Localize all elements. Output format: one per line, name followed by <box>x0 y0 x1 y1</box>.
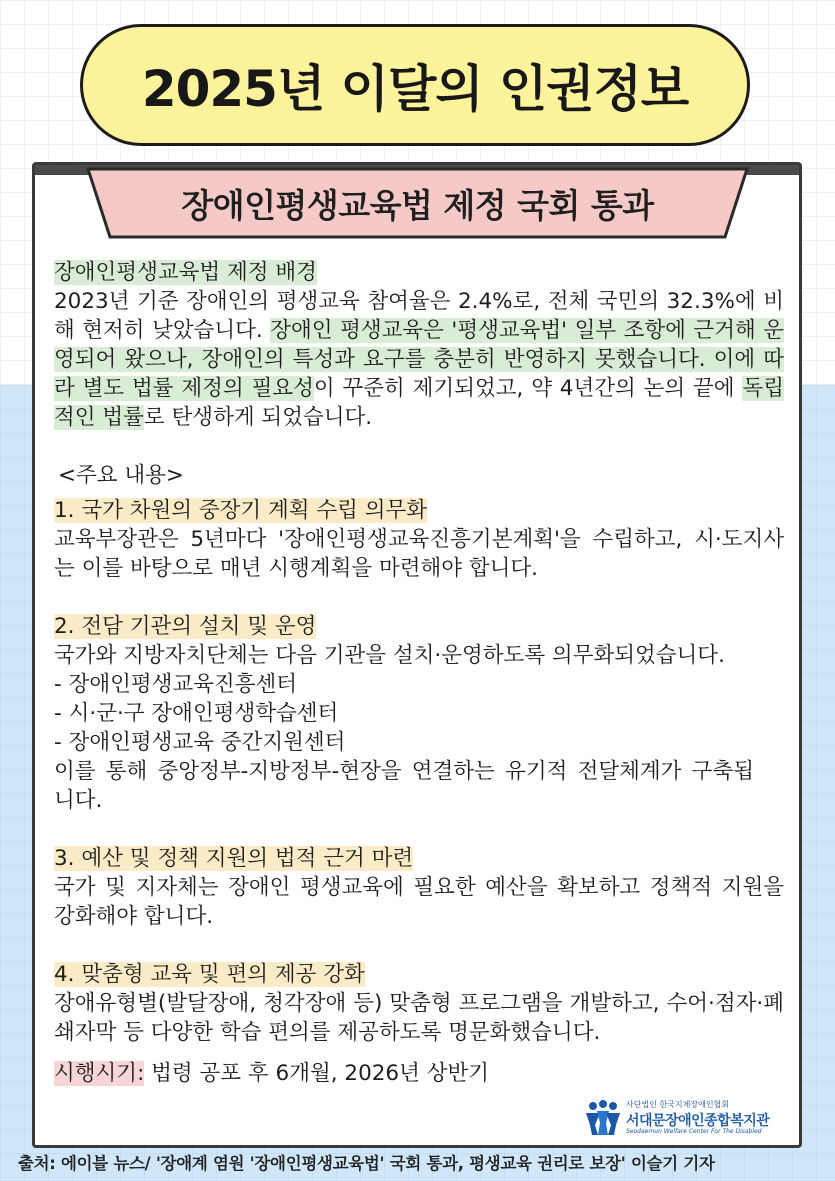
article-body <box>54 258 784 1088</box>
section-2-item-3: - 장애인평생교육 중간지원센터 <box>54 730 346 755</box>
section-2 <box>54 612 784 815</box>
effective-date-value: 법령 공포 후 6개월, 2026년 상반기 <box>144 1061 490 1086</box>
section-3-text: 국가 및 지자체는 장애인 평생교육에 필요한 예산을 확보하고 정책적 지원을 강화해야 합니다. <box>54 875 784 929</box>
logo-english-name: Seodaemun Welfare Center For The Disabled <box>626 1128 762 1135</box>
background-text-1: 2023년 기준 장애인의 평생교육 참여율은 2.4%로, 전체 국민의 32.3%에 비해 현저히 낮았습니다. <box>54 289 784 343</box>
logo-affiliation: 사단법인 한국지체장애인협회 <box>626 1100 730 1109</box>
section-2-text: 국가와 지방자치단체는 다음 기관을 설치·운영하도록 의무화되었습니다. <box>54 643 725 668</box>
page-title: 2025년 이달의 인권정보 <box>141 60 689 118</box>
section-2-item-1: - 장애인평생교육진흥센터 <box>54 672 298 697</box>
logo-name: 서대문장애인종합복지관 <box>626 1113 770 1129</box>
people-icon <box>584 1099 622 1137</box>
background-text-5: 로 탄생하게 되었습니다. <box>143 405 373 430</box>
source-citation: 출처: 에이블 뉴스/ '장애계 염원 '장애인평생교육법' 국회 통과, 평생교육 권리로 보장' 이슬기 기자 <box>18 1154 715 1173</box>
background-paragraph <box>54 287 784 432</box>
background-text-3: 이 꾸준히 제기되었고, 약 4년간의 논의 끝에 <box>313 376 743 401</box>
section-4-text: 장애유형별(발달장애, 청각장애 등) 맞춤형 프로그램을 개발하고, 수어·점자·폐쇄자막 등 다양한 학습 편의를 제공하도록 명문화했습니다. <box>54 991 784 1045</box>
organization-logo <box>584 1097 794 1139</box>
background-heading: 장애인평생교육법 제정 배경 <box>54 260 317 285</box>
section-1-text: 교육부장관은 5년마다 '장애인평생교육진흥기본계획'을 수립하고, 시·도지사는 이를 바탕으로 매년 시행계획을 마련해야 합니다. <box>54 527 784 581</box>
section-4 <box>54 960 784 1047</box>
effective-date-label: 시행시기: <box>54 1061 145 1086</box>
section-1 <box>54 496 784 583</box>
section-2-conclusion: 이를 통해 중앙정부-지방정부-현장을 연결하는 유기적 전달체계가 구축됩니다. <box>54 759 754 813</box>
background-text-4: 독립적인 법률 <box>54 376 784 430</box>
background-text-2: 장애인 평생교육은 '평생교육법' 일부 조항에 근거해 운영되어 왔으나, 장애인의 특성과 요구를 충분히 반영하지 못했습니다. 이에 따라 별도 법률 제정의 필요성 <box>54 318 785 401</box>
section-3 <box>54 844 784 931</box>
subtitle-ribbon <box>85 166 750 240</box>
section-4-heading: 4. 맞춤형 교육 및 편의 제공 강화 <box>54 962 365 987</box>
page-subtitle: 장애인평생교육법 제정 국회 통과 <box>181 185 654 225</box>
section-3-heading: 3. 예산 및 정책 지원의 법적 근거 마련 <box>54 846 414 871</box>
section-2-heading: 2. 전담 기관의 설치 및 운영 <box>54 614 317 639</box>
effective-date <box>54 1059 784 1088</box>
title-banner <box>80 24 750 146</box>
section-2-item-2: - 시·군·구 장애인평생학습센터 <box>54 701 339 726</box>
main-content-heading: <주요 내용> <box>58 463 184 488</box>
background-section <box>54 258 784 432</box>
section-1-heading: 1. 국가 차원의 중장기 계획 수립 의무화 <box>54 498 428 523</box>
